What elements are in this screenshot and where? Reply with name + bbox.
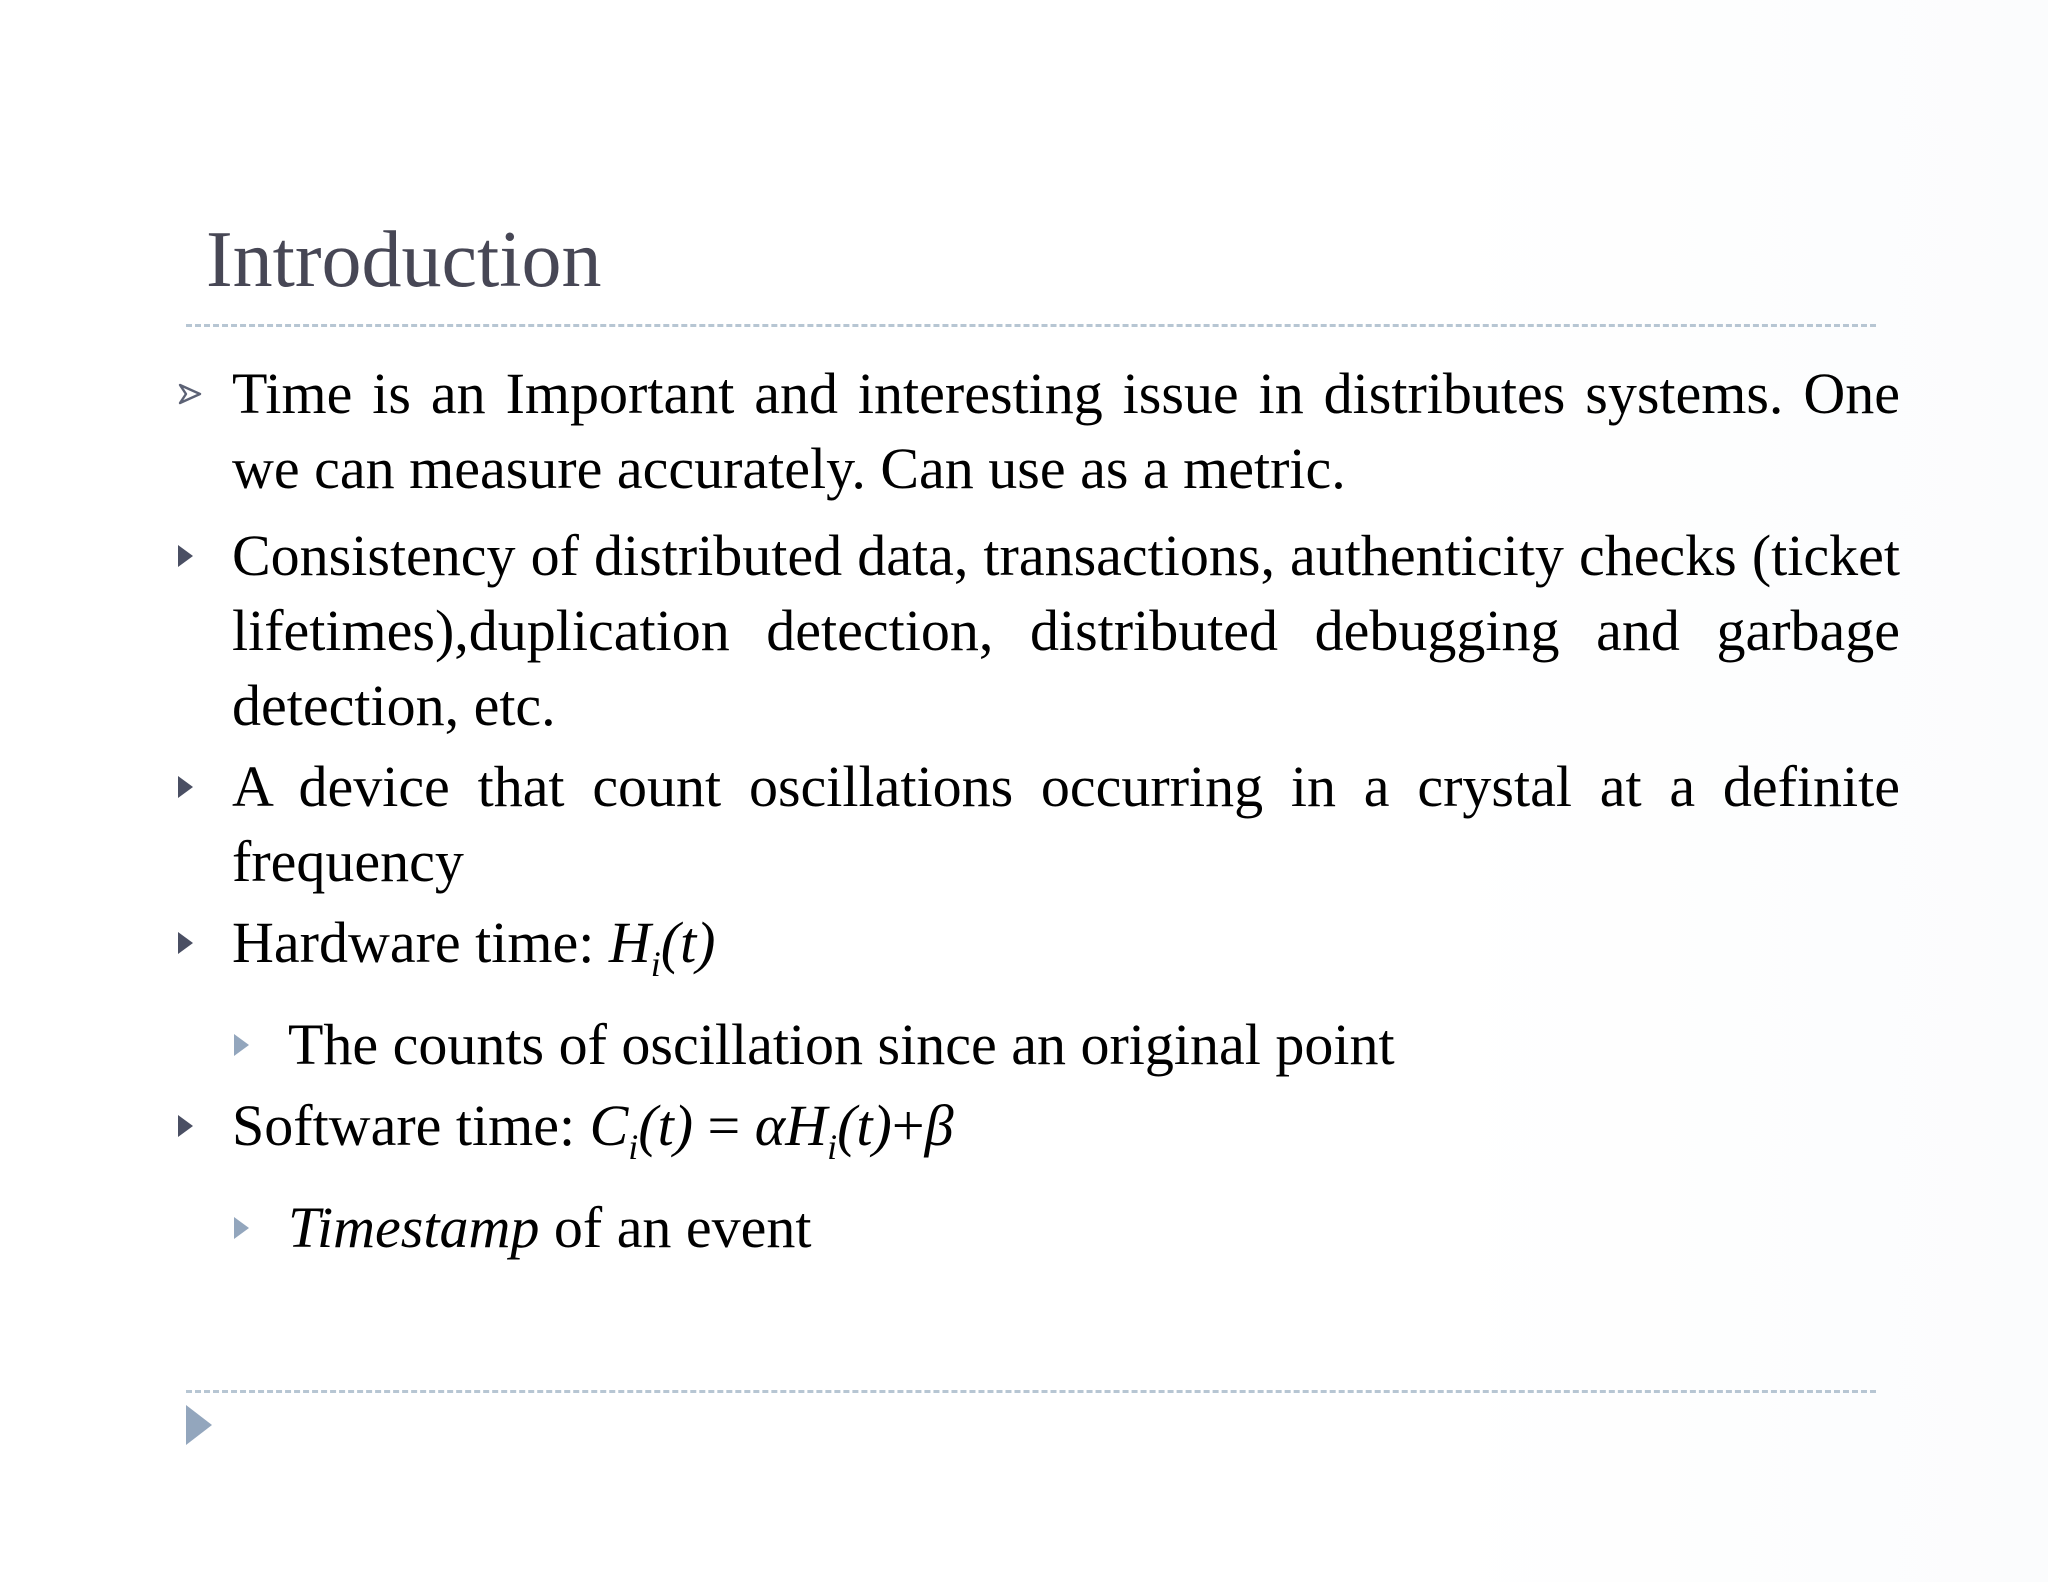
bullet-hardware-time (176, 905, 1900, 1002)
triangle-right-icon (186, 1405, 212, 1445)
sub-bullet-timestamp (176, 1190, 1900, 1265)
title-divider (186, 324, 1876, 327)
sub-bullet-oscillation-counts (176, 1007, 1900, 1082)
bullet-device (176, 749, 1900, 899)
hardware-time-formula: $H_i(t)$ (608, 910, 716, 984)
triangle-right-icon (234, 1007, 249, 1082)
footer-divider (186, 1390, 1876, 1393)
bullet-software-time (176, 1088, 1900, 1185)
triangle-right-icon (178, 1088, 193, 1163)
bullet-consistency (176, 518, 1900, 743)
software-time-formula: $C_i(t) = \alpha H_i(t)+\beta$ (589, 1093, 954, 1167)
timestamp-term: Timestamp (288, 1195, 540, 1260)
bullet-text: A device that count oscillations occurring in a crystal at a definite frequency (232, 754, 1900, 894)
bullet-time-importance (176, 356, 1900, 506)
triangle-right-icon (178, 518, 193, 593)
triangle-right-icon (178, 749, 193, 824)
bullet-label: Software time: (232, 1093, 590, 1158)
triangle-right-icon (178, 905, 193, 980)
open-arrowhead-icon (178, 356, 202, 431)
slide-title: Introduction (206, 216, 602, 304)
bullet-text: Time is an Important and interesting issue in distributes systems. One we can measure accurately. Can use as a metric. (232, 361, 1900, 501)
bullet-text: of an event (539, 1195, 812, 1260)
bullet-text: Consistency of distributed data, transactions, authenticity checks (ticket lifetimes),duplication detection, distributed debugging and garbage detection, etc. (232, 523, 1900, 738)
triangle-right-icon (234, 1190, 249, 1265)
bullet-label: Hardware time: (232, 910, 609, 975)
bullet-text: The counts of oscillation since an original point (288, 1012, 1395, 1077)
slide-content (176, 356, 1900, 1265)
